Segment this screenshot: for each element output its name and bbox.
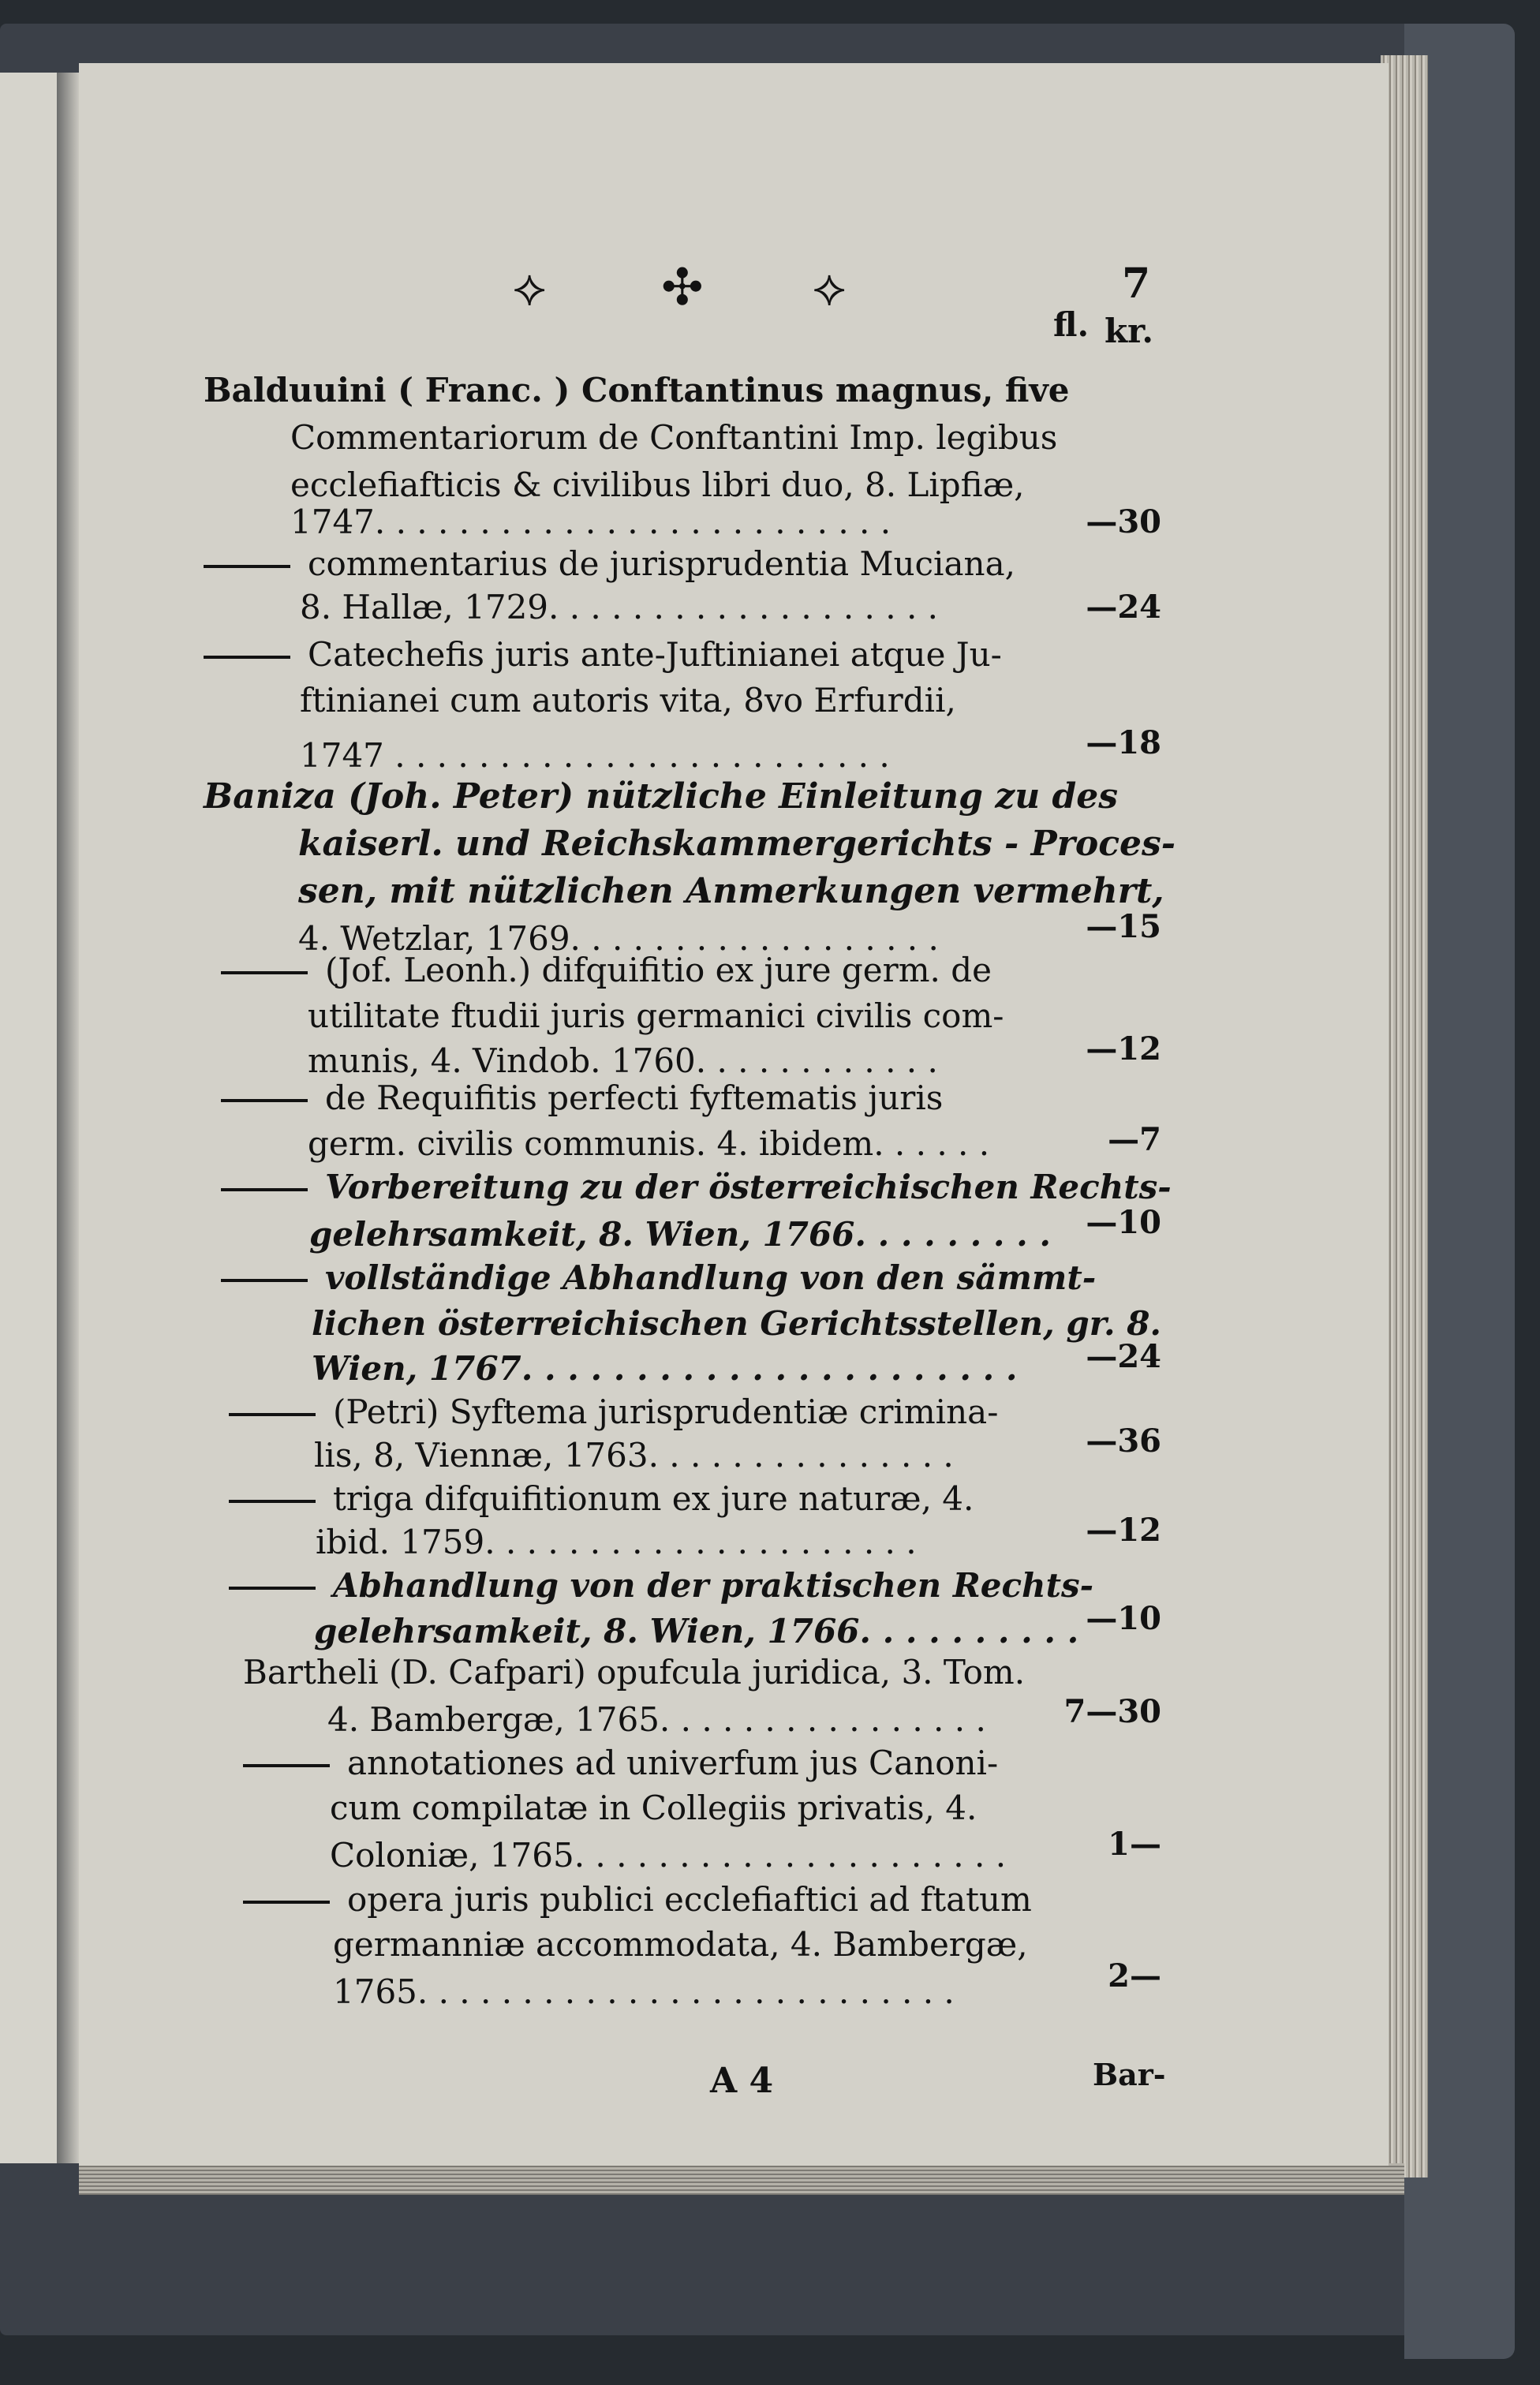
entry-11-price: —10 bbox=[1086, 1600, 1161, 1637]
ditto-dash bbox=[243, 1901, 330, 1904]
ornament-right-icon: ⟡ bbox=[813, 259, 847, 317]
entry-2-line-1: commentarius de jurisprudentia Muciana, bbox=[308, 544, 1015, 583]
entry-5-line-3: munis, 4. Vindob. 1760. . . . . . . . . . . . bbox=[308, 1041, 938, 1080]
currency-kr-label: kr. bbox=[1105, 312, 1153, 350]
entry-8-line-1: vollständige Abhandlung von den sämmt- bbox=[325, 1258, 1097, 1297]
entry-12-price: 7—30 bbox=[1063, 1693, 1161, 1730]
catchword: Bar- bbox=[1093, 2057, 1166, 2092]
entry-1-line-2: Commentariorum de Conftantini Imp. legibus bbox=[290, 418, 1058, 457]
ditto-dash bbox=[221, 1188, 308, 1191]
ditto-dash bbox=[221, 971, 308, 974]
entry-12-line-2: 4. Bambergæ, 1765. . . . . . . . . . . . . . . . bbox=[327, 1700, 986, 1739]
entry-11-line-2: gelehrsamkeit, 8. Wien, 1766. . . . . . . . . . bbox=[314, 1612, 1079, 1650]
entry-9-price: —36 bbox=[1086, 1422, 1161, 1460]
entry-3-line-1: Catechefis juris ante-Juftinianei atque Ju- bbox=[308, 635, 1002, 674]
ditto-dash bbox=[221, 1279, 308, 1282]
entry-5-line-1: (Jof. Leonh.) difquifitio ex jure germ. de bbox=[325, 951, 992, 989]
entry-10-line-1: triga difquifitionum ex jure naturæ, 4. bbox=[333, 1479, 974, 1518]
entry-1-price: —30 bbox=[1086, 503, 1161, 540]
entry-4-line-3: sen, mit nützlichen Anmerkungen vermehrt, bbox=[298, 871, 1164, 911]
ditto-dash bbox=[229, 1413, 316, 1416]
entry-3-line-2: ftinianei cum autoris vita, 8vo Erfurdii, bbox=[300, 681, 956, 720]
entry-14-price: 2— bbox=[1108, 1957, 1161, 1994]
entry-11-line-1: Abhandlung von der praktischen Rechts- bbox=[333, 1566, 1094, 1605]
entry-10-price: —12 bbox=[1086, 1512, 1161, 1549]
entry-10-line-2: ibid. 1759. . . . . . . . . . . . . . . . . . . . . bbox=[316, 1523, 917, 1561]
entry-7-line-2: gelehrsamkeit, 8. Wien, 1766. . . . . . . . . bbox=[309, 1215, 1051, 1254]
ornament-left-icon: ⟡ bbox=[513, 259, 547, 317]
entry-7-price: —10 bbox=[1086, 1204, 1161, 1241]
entry-7-line-1: Vorbereitung zu der österreichischen Rechts- bbox=[325, 1168, 1172, 1206]
entry-4-price: —15 bbox=[1086, 908, 1161, 945]
ditto-dash bbox=[204, 656, 290, 659]
entry-13-line-2: cum compilatæ in Collegiis privatis, 4. bbox=[330, 1789, 977, 1827]
ornament-center-icon: ✣ bbox=[661, 259, 704, 317]
entry-4-line-2: kaiserl. und Reichskammergerichts - Proces- bbox=[298, 824, 1176, 864]
entry-1-line-1: Balduuini ( Franc. ) Conftantinus magnus, five bbox=[204, 371, 1070, 409]
entry-3-line-3: 1747 . . . . . . . . . . . . . . . . . . . . . . . . bbox=[300, 736, 890, 775]
page-number: 7 bbox=[1122, 260, 1151, 308]
ditto-dash bbox=[204, 565, 290, 568]
ditto-dash bbox=[229, 1500, 316, 1503]
entry-2-line-2: 8. Hallæ, 1729. . . . . . . . . . . . . . . . . . . bbox=[300, 588, 938, 626]
entry-9-line-2: lis, 8, Viennæ, 1763. . . . . . . . . . . . . . . bbox=[314, 1436, 954, 1475]
entry-1-line-3: ecclefiafticis & civilibus libri duo, 8. Lipfiæ, bbox=[290, 465, 1025, 504]
entry-1-line-4: 1747. . . . . . . . . . . . . . . . . . . . . . . . . bbox=[290, 503, 891, 541]
entry-14-line-3: 1765. . . . . . . . . . . . . . . . . . . . . . . . . . bbox=[333, 1972, 955, 2011]
entry-6-line-2: germ. civilis communis. 4. ibidem. . . . . . bbox=[308, 1124, 990, 1163]
entry-4-line-1: Baniza (Joh. Peter) nützliche Einleitung zu des bbox=[204, 776, 1119, 817]
entry-8-price: —24 bbox=[1086, 1338, 1161, 1375]
entry-9-line-1: (Petri) Syftema jurisprudentiæ crimina- bbox=[333, 1392, 999, 1431]
signature-mark: A 4 bbox=[710, 2061, 774, 2101]
ditto-dash bbox=[229, 1587, 316, 1590]
entry-13-line-3: Coloniæ, 1765. . . . . . . . . . . . . . . . . . . . . bbox=[330, 1836, 1007, 1875]
entry-12-line-1: Bartheli (D. Cafpari) opufcula juridica, 3. Tom. bbox=[243, 1653, 1026, 1692]
entry-8-line-3: Wien, 1767. . . . . . . . . . . . . . . . . . . . . . bbox=[312, 1349, 1018, 1388]
entry-5-price: —12 bbox=[1086, 1030, 1161, 1067]
entry-4-line-4: 4. Wetzlar, 1769. . . . . . . . . . . . . . . . . . bbox=[298, 919, 939, 958]
entry-14-line-2: germanniæ accommodata, 4. Bambergæ, bbox=[333, 1925, 1028, 1964]
entry-2-price: —24 bbox=[1086, 589, 1161, 626]
entry-3-price: —18 bbox=[1086, 724, 1161, 761]
entry-6-price: —7 bbox=[1108, 1121, 1161, 1158]
ditto-dash bbox=[243, 1764, 330, 1767]
entry-13-line-1: annotationes ad univerfum jus Canoni- bbox=[347, 1744, 999, 1782]
entry-6-line-1: de Requifitis perfecti fyftematis juris bbox=[325, 1078, 944, 1117]
entry-8-line-2: lichen österreichischen Gerichtsstellen, gr. 8. bbox=[312, 1304, 1162, 1343]
ditto-dash bbox=[221, 1099, 308, 1102]
entry-13-price: 1— bbox=[1108, 1826, 1161, 1863]
entry-5-line-2: utilitate ftudii juris germanici civilis com- bbox=[308, 996, 1004, 1035]
currency-fl-label: fl. bbox=[1053, 305, 1090, 344]
entry-14-line-1: opera juris publici ecclefiaftici ad ftatum bbox=[347, 1880, 1032, 1919]
